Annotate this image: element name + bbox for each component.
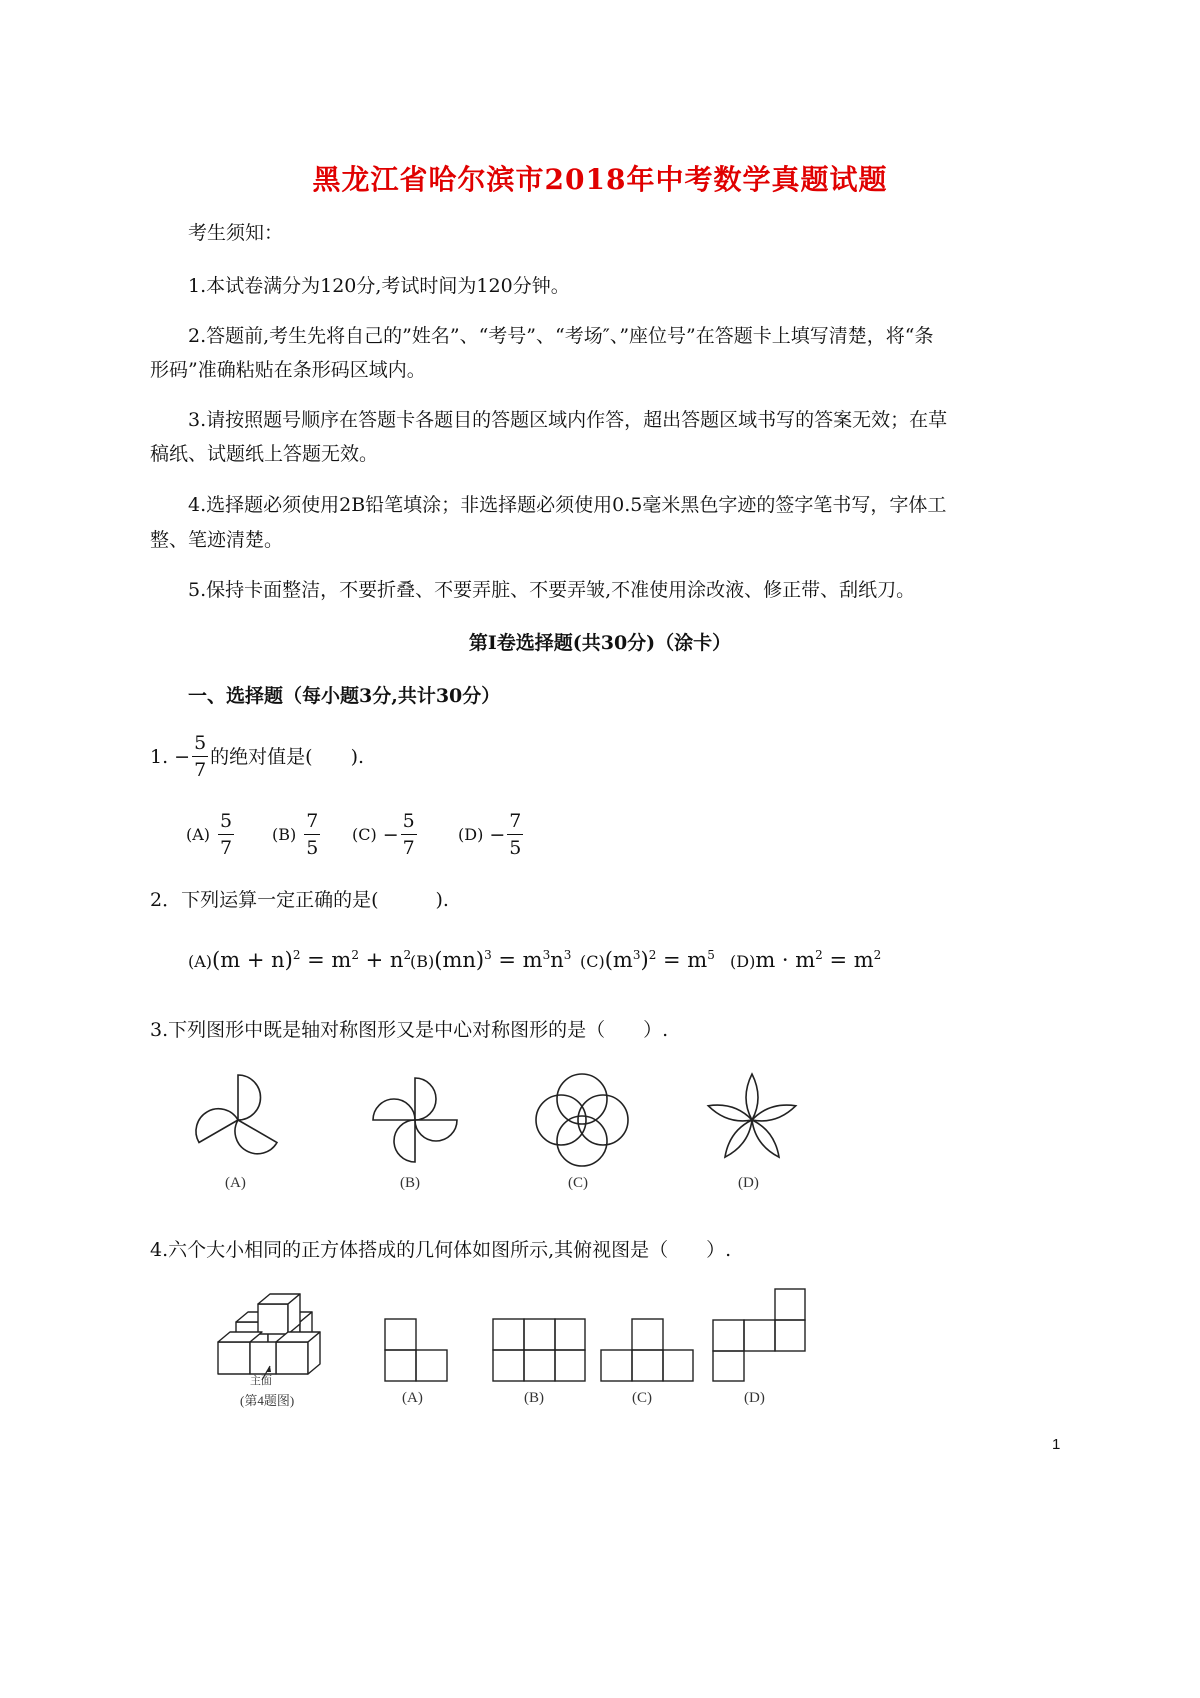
q2-option-d-rhs-exp: 2 — [873, 948, 882, 962]
q1-minus: − — [174, 745, 191, 768]
notice-line-4-cont: 整、笔迹清楚。 — [150, 529, 284, 551]
q2-option-a-rhs-exp: 2 — [351, 948, 359, 962]
q2-option-d-expr: m · m — [755, 948, 816, 972]
q3-figure-b — [365, 1070, 465, 1170]
notice-line-1: 1.本试卷满分为120分,考试时间为120分钟。 — [188, 275, 570, 297]
q1-option-b-label: (B) — [272, 824, 297, 844]
q2-option-d-rhs: = m — [822, 948, 874, 972]
q3-caption-b: (B) — [400, 1175, 420, 1191]
q1-option-d — [458, 808, 525, 861]
q1-option-a-label: (A) — [186, 824, 211, 844]
q2-option-a-label: (A) — [188, 952, 213, 971]
page-number: 1 — [1052, 1436, 1061, 1453]
q1-option-c-sign: − — [382, 823, 399, 846]
notice-line-3: 3.请按照题号顺序在答题卡各题目的答题区域内作答，超出答题区域书写的答案无效；在草 — [188, 409, 948, 431]
q2-option-c-rhs: = m — [656, 948, 708, 972]
notice-line-2-cont: 形码”准确粘贴在条形码区域内。 — [150, 359, 426, 381]
question-2: 2．下列运算一定正确的是( ). — [150, 889, 449, 911]
q2-option-b-rhs: = m — [491, 948, 543, 972]
q1-numerator: 5 — [192, 730, 208, 757]
part-title: 一、选择题（每小题3分,共计30分） — [188, 685, 501, 707]
q4-caption-c: (C) — [632, 1390, 652, 1406]
q1-number: 1. — [150, 745, 169, 768]
question-4: 4.六个大小相同的正方体搭成的几何体如图所示,其俯视图是（ ）. — [150, 1239, 732, 1261]
q4-caption-d: (D) — [744, 1390, 765, 1406]
q4-solid-figure — [210, 1290, 360, 1400]
q2-option-c-label: (C) — [580, 952, 605, 971]
q2-option-a-rhs2: + n — [358, 948, 404, 972]
q2-option-c — [580, 948, 715, 972]
q2-option-b-rhs2: n — [550, 948, 564, 972]
question-1 — [150, 730, 364, 783]
q4-option-a-figure — [384, 1318, 448, 1382]
q2-option-b-expr: (mn) — [434, 948, 485, 972]
notice-line-2: 2.答题前,考生先将自己的”姓名”、“考号”、“考场″、”座位号”在答题卡上填写清楚，将“条 — [188, 325, 934, 347]
q1-option-c-den: 7 — [402, 837, 415, 859]
q1-option-b-fraction — [304, 808, 320, 861]
q4-option-b-figure — [492, 1318, 586, 1382]
q3-caption-d: (D) — [738, 1175, 759, 1191]
q1-option-a-num: 5 — [218, 808, 234, 835]
q4-figure-caption: (第4题图) — [240, 1393, 295, 1408]
q1-option-a-den: 7 — [220, 837, 233, 859]
q4-option-d-figure — [712, 1288, 806, 1382]
notice-line-3-cont: 稿纸、试题纸上答题无效。 — [150, 443, 379, 465]
q2-option-a-exp: 2 — [292, 948, 301, 962]
q2-option-b-rhs2-exp: 3 — [563, 948, 572, 962]
q1-option-a-fraction — [218, 808, 234, 861]
notice-line-5: 5.保持卡面整洁，不要折叠、不要弄脏、不要弄皱,不准使用涂改液、修正带、刮纸刀。 — [188, 579, 916, 601]
q4-caption-b: (B) — [524, 1390, 544, 1406]
q1-option-d-den: 5 — [509, 837, 522, 859]
q2-option-b-label: (B) — [410, 952, 435, 971]
q2-option-c-exp: 2 — [648, 948, 657, 962]
q4-front-label: 主面 — [250, 1375, 272, 1387]
q1-option-a — [186, 808, 236, 861]
q2-option-c-inner-exp: 3 — [632, 948, 641, 962]
q1-option-d-sign: − — [489, 823, 506, 846]
q1-option-c-num: 5 — [401, 808, 417, 835]
q2-option-c-close: ) — [640, 948, 649, 972]
q2-option-d-exp: 2 — [815, 948, 823, 962]
q1-denominator: 7 — [194, 759, 207, 781]
section-title: 第Ⅰ卷选择题(共30分)（涂卡） — [468, 632, 732, 654]
q2-option-a-rhs: = m — [300, 948, 352, 972]
q1-option-d-label: (D) — [458, 824, 484, 844]
q2-option-d-label: (D) — [730, 952, 756, 971]
q2-option-c-rhs-exp: 5 — [707, 948, 715, 962]
q1-option-d-fraction — [507, 808, 523, 861]
q2-option-c-expr: (m — [604, 948, 633, 972]
q1-option-c-fraction — [401, 808, 417, 861]
page-title: 黑龙江省哈尔滨市2018年中考数学真题试题 — [312, 163, 888, 196]
q2-option-a-expr: (m + n) — [212, 948, 293, 972]
q3-caption-a: (A) — [225, 1175, 246, 1191]
q2-option-b — [410, 948, 571, 972]
q2-option-b-exp: 3 — [484, 948, 492, 962]
question-3: 3.下列图形中既是轴对称图形又是中心对称图形的是（ ）. — [150, 1019, 669, 1041]
q1-option-b-num: 7 — [304, 808, 320, 835]
notice-heading: 考生须知： — [188, 222, 284, 244]
q2-option-a-rhs2-exp: 2 — [403, 948, 412, 962]
q3-figure-c — [530, 1068, 634, 1172]
q1-option-c-label: (C) — [352, 824, 377, 844]
q1-stem: 的绝对值是( ). — [210, 745, 365, 768]
q2-option-b-rhs-exp: 3 — [542, 948, 551, 962]
q2-option-a — [188, 948, 411, 972]
q1-option-d-num: 7 — [507, 808, 523, 835]
q3-caption-c: (C) — [568, 1175, 588, 1191]
notice-line-4: 4.选择题必须使用2B铅笔填涂；非选择题必须使用0.5毫米黑色字迹的签字笔书写，字体工 — [188, 494, 947, 516]
q1-option-b — [272, 808, 322, 861]
q3-figure-a — [188, 1070, 288, 1170]
q1-option-b-den: 5 — [306, 837, 319, 859]
q1-fraction — [192, 730, 208, 783]
q1-option-c — [352, 808, 419, 861]
q3-figure-d — [700, 1068, 804, 1172]
q2-option-d — [730, 948, 881, 972]
q4-caption-a: (A) — [402, 1390, 423, 1406]
q4-option-c-figure — [600, 1318, 694, 1382]
